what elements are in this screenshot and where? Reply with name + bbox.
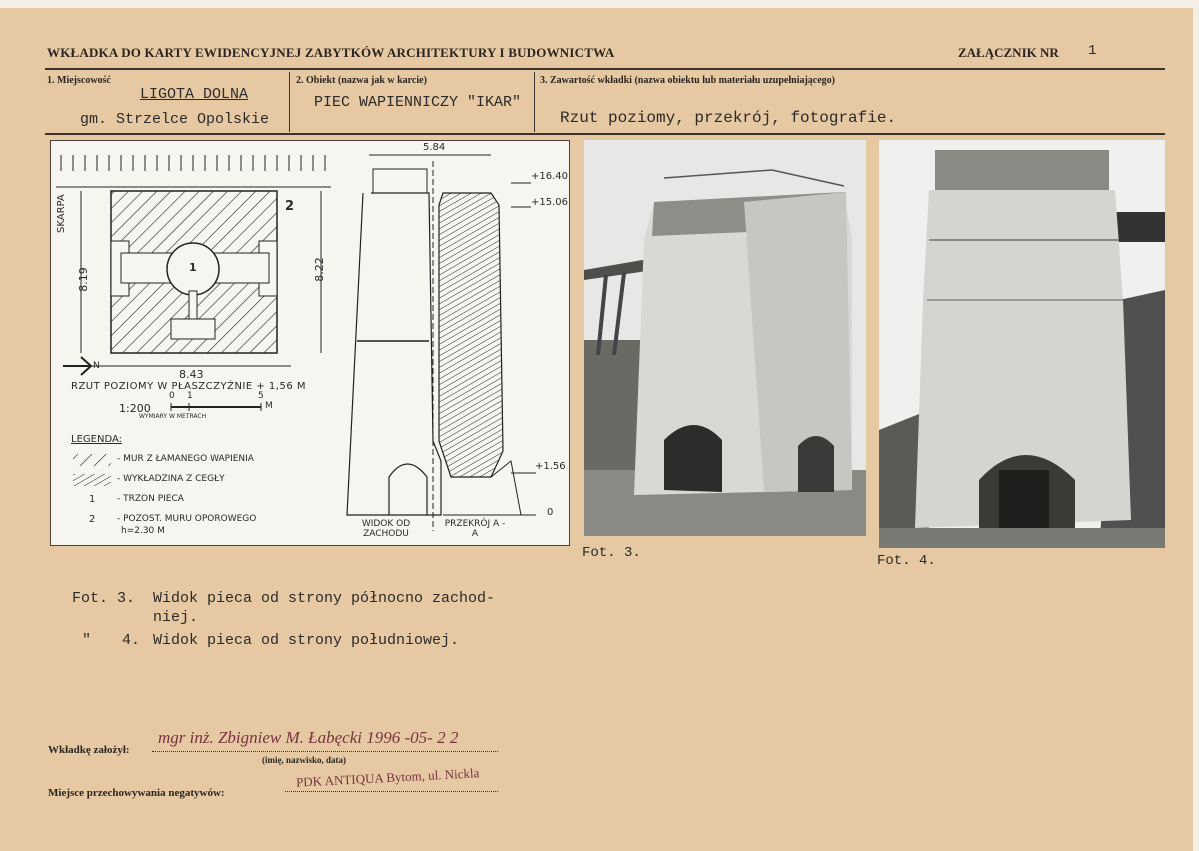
plan-label-2: 2	[285, 199, 295, 214]
scale-five: 5	[258, 391, 264, 401]
object-value: PIEC WAPIENNICZY "IKAR"	[314, 94, 522, 111]
legend-item-2: - WYKŁADZINA Z CEGŁY	[117, 474, 225, 484]
dim-819: 8.19	[76, 267, 90, 292]
fot3-label: Fot. 3.	[582, 545, 641, 561]
caption-4-prefix: "	[82, 632, 92, 649]
commune-value: gm. Strzelce Opolskie	[80, 111, 270, 128]
scale-one: 1	[187, 391, 193, 401]
drawing-figure	[51, 141, 569, 545]
attachment-number: 1	[1088, 43, 1097, 59]
legend-title: LEGENDA:	[71, 434, 122, 445]
scale-ratio: 1:200	[119, 402, 151, 415]
storage-label: Miejsce przechowywania negatywów:	[48, 787, 225, 799]
contents-value: Rzut poziomy, przekrój, fotografie.	[560, 109, 897, 127]
legend-item-1: - MUR Z ŁAMANEGO WAPIENIA	[117, 454, 254, 464]
legend-extra: h=2.30 M	[121, 526, 165, 536]
legend-symbol-3: 1	[89, 494, 96, 505]
elev-1640: +16.40	[531, 171, 569, 182]
caption-3-text: Widok pieca od strony północno zachod-	[153, 590, 496, 607]
technical-drawing	[50, 140, 570, 546]
attachment-label: ZAŁĄCZNIK NR	[958, 45, 1059, 60]
founder-hint: (imię, nazwisko, data)	[262, 755, 346, 765]
location-value: LIGOTA DOLNA	[140, 86, 249, 103]
caption-4-num: 4.	[122, 632, 141, 649]
location-label: 1. Miejscowość	[47, 75, 111, 86]
scale-note: WYMIARY W METRACH	[139, 413, 207, 420]
object-label: 2. Obiekt (nazwa jak w karcie)	[296, 75, 427, 86]
north-label: N	[93, 361, 100, 371]
legend-item-4: - POZOST. MURU OPOROWEGO	[117, 514, 257, 524]
fot4-label: Fot. 4.	[877, 553, 936, 569]
contents-label: 3. Zawartość wkładki (nazwa obiektu lub materiału uzupełniającego)	[540, 75, 836, 86]
field-divider-2	[534, 72, 535, 132]
field-rule	[45, 133, 1165, 135]
scale-zero: 0	[169, 391, 175, 401]
card-title: WKŁADKA DO KARTY EWIDENCYJNEJ ZABYTKÓW ARCHITEKTURY I BUDOWNICTWA	[47, 45, 615, 60]
dim-843: 8.43	[179, 368, 204, 381]
elev-156: +1.56	[535, 461, 566, 472]
founder-line	[152, 751, 498, 752]
dim-822: 8.22	[312, 257, 326, 282]
caption-4-text: Widok pieca od strony południowej.	[153, 632, 460, 649]
photo-4	[879, 140, 1165, 548]
plan-caption: RZUT POZIOMY W PŁASZCZYŹNIE + 1,56 M	[71, 381, 306, 392]
dim-584: 5.84	[423, 142, 446, 153]
legend-symbol-4: 2	[89, 514, 96, 525]
photo-3	[584, 140, 866, 536]
scale-unit: M	[265, 401, 273, 411]
founder-value: mgr inż. Zbigniew M. Łabęcki 1996 -05- 2 2	[158, 728, 459, 747]
skarpa-label: SKARPA	[56, 194, 67, 233]
view-west-label: WIDOK OD ZACHODU	[361, 519, 411, 539]
storage-stamp: PDK ANTIQUA Bytom, ul. Nickla	[295, 765, 480, 790]
storage-line	[285, 791, 498, 792]
section-label: PRZEKRÓJ A - A	[444, 519, 506, 539]
legend-item-3: - TRZON PIECA	[117, 494, 184, 504]
field-divider-1	[289, 72, 290, 132]
caption-3-cont: niej.	[153, 609, 199, 626]
plan-label-1: 1	[189, 261, 197, 274]
elev-1506: +15.06	[531, 197, 569, 208]
elev-0: 0	[547, 507, 554, 518]
caption-3-prefix: Fot. 3.	[72, 590, 136, 607]
header-rule	[45, 68, 1165, 70]
founder-label: Wkładkę założył:	[48, 744, 130, 756]
